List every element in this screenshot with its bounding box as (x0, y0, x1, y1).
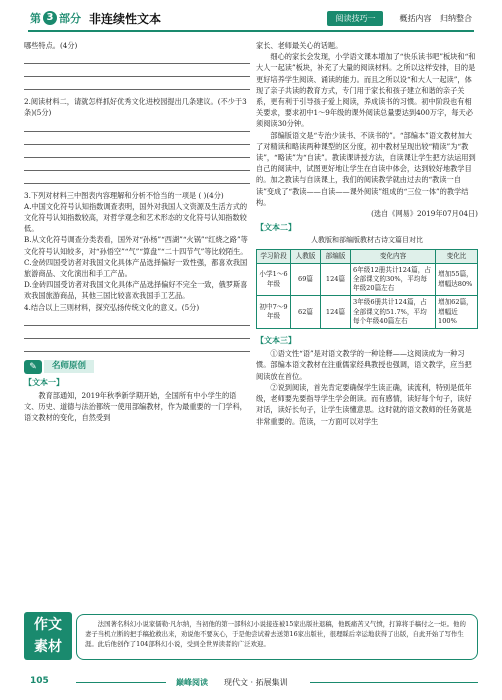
footer-brand: 巅峰阅读 (176, 678, 208, 687)
part-heading (30, 8, 161, 28)
cell-old: 62篇 (291, 296, 321, 329)
right-column (256, 40, 478, 427)
cell-stage: 小学1～6年级 (257, 263, 291, 296)
th-old: 人教版 (291, 249, 321, 263)
page-footer (0, 672, 502, 692)
answer-line (24, 351, 250, 352)
question-2: 2.阅读材料二，请就怎样抓好优秀文化进校园提出几条建议。(不少于3条)(5分) (24, 97, 247, 118)
text2-title: 【文本二】 (256, 222, 296, 233)
pencil-icon: ✎ (24, 360, 42, 374)
skill-tag: 阅读技巧一 (327, 11, 383, 26)
text1-paragraph-2: 细心的家长会发现，小学语文课本增加了“快乐读书吧”板块和“和大人一起读”板块，补充了大量的阅读材料。之所以这样安排，目的是更好培养学生阅读、诵读的能力。而且之所以设“和大人一起读”，体现了亲子共读的教育方式，专门用于家长和孩子建立和谐的亲子关系，更有利于引导孩子爱上阅读，养成读书的习惯。初中阶段也有相关要求，要求初中1～9年级的课外阅读总量要达到400万字，每天必须阅读30分钟。 (256, 52, 476, 129)
cell-new: 124篇 (321, 263, 351, 296)
skill-item-1: 概括内容 (399, 13, 432, 23)
answer-line (24, 131, 250, 132)
q3-option-c: C.金砖四国受访者对我国文化具体产品选择偏好一致性强，都喜欢我国旅游商品、文化演出和手工产品。 (24, 257, 248, 279)
cell-change: 3年级6册共计124篇，占全部课文的51.7%，平均每个年级40篇左右 (351, 296, 436, 329)
text1-paragraph-3: 部编版语文是“专治少读书、不读书的”。“部编本”语文教材加大了对精读和略读两种课型的区分度，初中教材呈现出较“精读”为“教读”，“略读”为“自读”。教读课讲授方法，自读课让学生把方法运用到自己的阅读中，试图更好地让学生在自读中体会，达到较好地教学目的。加之教读与自读课上，我们的阅读教学就由过去的“教读一自读”变成了“教读——自读——课外阅读”组成的“三位一体”的教学结构。 (256, 130, 476, 207)
table-row (257, 296, 478, 329)
text3-title: 【文本三】 (256, 335, 296, 346)
footer-divider (310, 682, 478, 683)
q1-tail: 哪些特点。(4分) (24, 41, 78, 50)
left-column (24, 40, 250, 424)
text3-paragraph-1: ①语文性“语”是对语文教学的一种诠释——这阅读成为一种习惯。部编本语文教材在注重儒家经典教授也强调，语文教学，应当把阅读放在首位。 (256, 349, 472, 381)
skill-nav (327, 10, 472, 26)
banner-logo (24, 612, 72, 660)
section-label: 名师原创 (44, 360, 94, 373)
part-number-badge: 3 (43, 11, 57, 25)
footer-series: 现代文 · 拓展集训 (224, 678, 288, 687)
text3-paragraph-2: ②说到阅读，首先肯定要确保学生读正确，读流利，特别是低年级，老师要先要指导学生学会朗读。而有感情，读好每个句子，读好对话，读好长句子，让学生读懂意思。这时就的语文教师的任务就是非常重要的。范读，一方面可以对学生 (256, 382, 472, 426)
table-row (257, 263, 478, 296)
banner-text: 法国著名科幻小说家儒勒·凡尔纳，当初他的第一部科幻小说接连被15家出版社退稿，他既痛苦又气愤，打算将手稿付之一炬。他的妻子当机立断的把手稿抢救出来，劝说他不要灰心，于是他尝试着去送第16家出版社，很理睬后幸运地获得了出版，自此开始了写作生涯。此后他创作了104部科幻小说，受到全世界读者的广泛欢迎。 (76, 614, 478, 660)
answer-line (24, 170, 250, 171)
cell-stage: 初中7～9年级 (257, 296, 291, 329)
question-4: 4.结合以上三则材料，探究弘扬传统文化的意义。(5分) (24, 302, 200, 312)
section-badge (24, 360, 250, 374)
part-prefix: 第 (30, 12, 41, 25)
q3-option-b: B.从文化符号调查分类表看，国外对“孙杨”“西湖”“火锅”“红烧之路”等文化符号认知较多，对“孙悟空”“气”“算盘”“二十四节气”等比较陌生。 (24, 235, 248, 256)
answer-line (24, 144, 250, 145)
th-change: 变化内容 (351, 249, 436, 263)
text1-body: 教育部通知，2019年秋季新学期开始，全国所有中小学生的语文、历史、道德与法治都统一使用部编教材，作为最重要的一门学科，语文教材的变化，自然受到 (24, 391, 247, 423)
table-caption: 人教版和部编版教材古诗文篇目对比 (311, 236, 423, 245)
text1-continuation: 家长、老师最关心的话题。 (256, 41, 343, 50)
th-stage: 学习阶段 (257, 249, 291, 263)
text1-title: 【文本一】 (24, 376, 64, 387)
table-header-row (257, 249, 478, 263)
answer-line (24, 76, 250, 77)
th-ratio: 变化比 (436, 249, 478, 263)
answer-line (24, 338, 250, 339)
cell-ratio: 增加62篇，增幅近100% (436, 296, 478, 329)
answer-line (24, 63, 250, 64)
text1-source: (选自《网易》2019年07月04日) (371, 209, 478, 219)
part-suffix: 部分 (59, 12, 81, 25)
page-number: 105 (30, 676, 49, 686)
skill-item-2: 归纳整合 (440, 13, 472, 23)
banner-logo-line1: 作文 (34, 617, 62, 633)
banner-logo-line2: 素材 (34, 639, 62, 655)
skill-items (393, 13, 472, 24)
th-new: 部编版 (321, 249, 351, 263)
part-title: 非连续性文本 (89, 11, 162, 26)
question-3-stem: 3.下列对材料三中图表内容理解和分析不恰当的一项是 ( )(4分) (24, 190, 224, 200)
writing-material-banner (24, 612, 478, 664)
q3-option-d: D.金砖四国受访者对我国文化具体产品选择偏好不完全一致，俄罗斯喜欢我国旅游商品，其他三国比较喜欢我国手工艺品。 (24, 280, 248, 301)
cell-change: 6年级12册共计124篇，占全部课文的30%，平均每年级20篇左右 (351, 263, 436, 296)
header-divider (28, 30, 474, 32)
cell-new: 124篇 (321, 296, 351, 329)
comparison-table (256, 249, 478, 329)
answer-line (24, 325, 250, 326)
page-header (0, 0, 502, 34)
answer-line (24, 157, 250, 158)
cell-old: 69篇 (291, 263, 321, 296)
footer-divider (76, 682, 166, 683)
q3-option-a: A.中国文化符号认知指数调查表明，国外对我国人文资源及生活方式的文化符号认知指数较高，对哲学观念和艺术形态的文化符号认知指数较低。 (24, 201, 248, 234)
cell-ratio: 增加55篇，增幅达80% (436, 263, 478, 296)
